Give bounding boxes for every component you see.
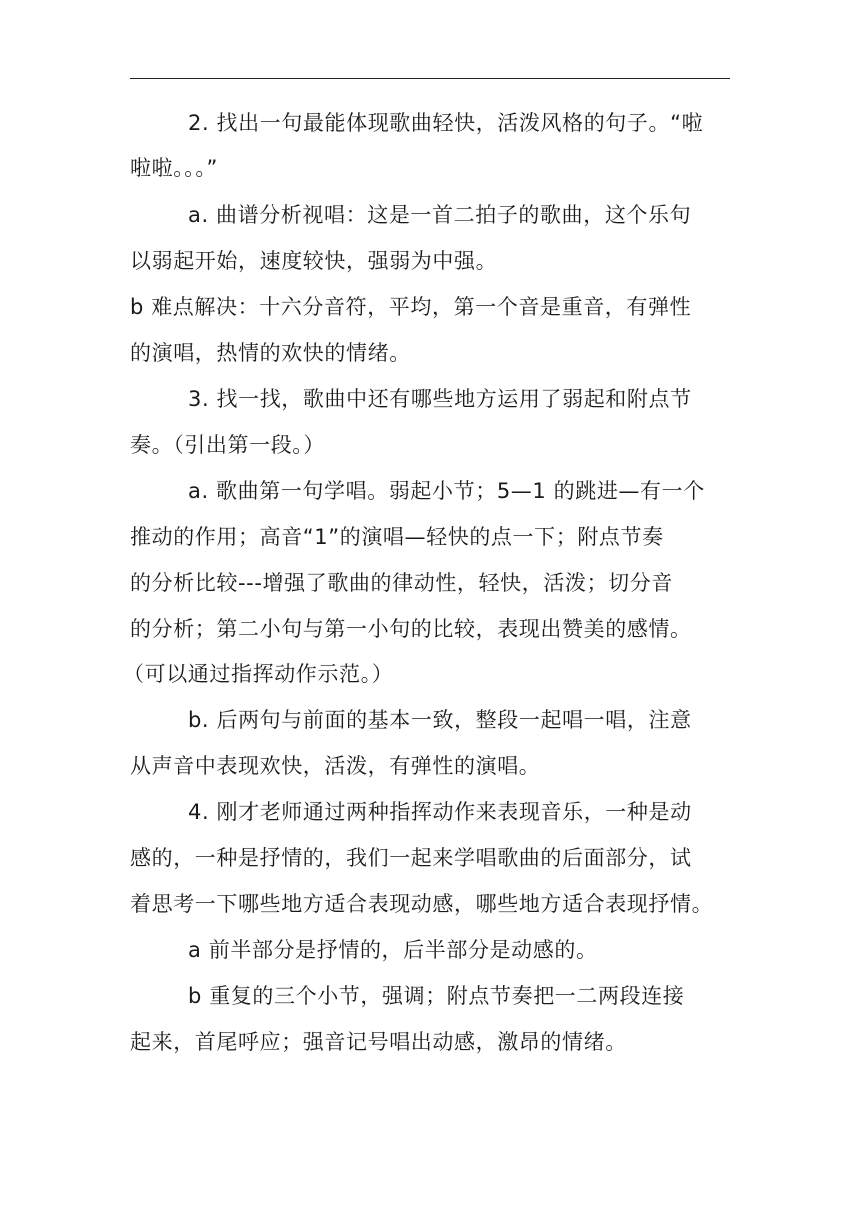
text-line: 推动的作用；高音“1”的演唱—轻快的点一下；附点节奏 <box>130 525 664 549</box>
text-line: 4. 刚才老师通过两种指挥动作来表现音乐，一种是动 <box>188 800 692 824</box>
text-line: 起来，首尾呼应；强音记号唱出动感，激昂的情绪。 <box>130 1030 627 1054</box>
text-line: 啦啦。。。” <box>130 156 218 180</box>
text-line: 2. 找出一句最能体现歌曲轻快，活泼风格的句子。“啦 <box>188 111 704 135</box>
text-line: 的分析；第二小句与第一小句的比较，表现出赞美的感情。 <box>130 617 692 641</box>
text-line: b 难点解决：十六分音符，平均，第一个音是重音，有弹性 <box>130 295 692 319</box>
text-line: a 前半部分是抒情的，后半部分是动感的。 <box>188 938 598 962</box>
text-line: 奏。（引出第一段。） <box>130 433 325 457</box>
text-line: 着思考一下哪些地方适合表现动感，哪些地方适合表现抒情。 <box>130 892 714 916</box>
text-line: b 重复的三个小节，强调；附点节奏把一二两段连接 <box>188 984 685 1008</box>
text-line: 感的，一种是抒情的，我们一起来学唱歌曲的后面部分，试 <box>130 846 692 870</box>
text-line: 的分析比较---增强了歌曲的律动性，轻快，活泼；切分音 <box>130 571 673 595</box>
text-line: b. 后两句与前面的基本一致，整段一起唱一唱，注意 <box>188 708 692 732</box>
text-line: （可以通过指挥动作示范。） <box>123 662 394 686</box>
text-line: 的演唱，热情的欢快的情绪。 <box>130 341 411 365</box>
text-line: a. 曲谱分析视唱：这是一首二拍子的歌曲，这个乐句 <box>188 203 692 227</box>
text-line: 3. 找一找，歌曲中还有哪些地方运用了弱起和附点节 <box>188 387 692 411</box>
header-rule <box>130 78 730 79</box>
text-line: a. 歌曲第一句学唱。弱起小节；5—1 的跳进—有一个 <box>188 479 705 503</box>
text-line: 从声音中表现欢快，活泼，有弹性的演唱。 <box>130 754 541 778</box>
text-line: 以弱起开始，速度较快，强弱为中强。 <box>130 249 498 273</box>
